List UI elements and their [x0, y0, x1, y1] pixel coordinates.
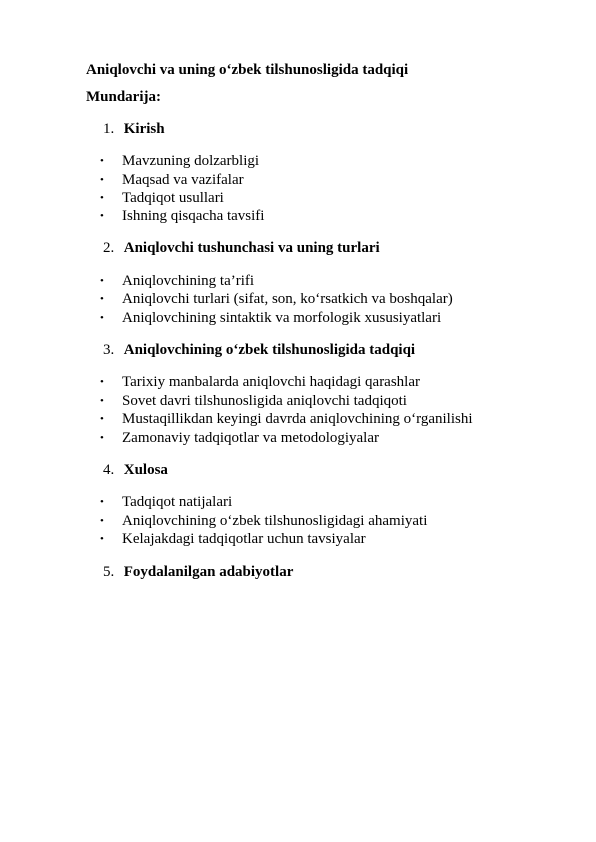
section-heading-2: [103, 239, 380, 257]
list-item-text: Mustaqillikdan keyingi davrda aniqlovchining o‘rganilishi: [122, 411, 473, 427]
section-number: 5.: [103, 564, 115, 580]
list-item-text: Tadqiqot usullari: [122, 190, 224, 206]
bullet-icon: •: [100, 515, 104, 527]
list-item: [100, 392, 407, 410]
section-title: Xulosa: [123, 462, 168, 478]
bullet-icon: •: [100, 275, 104, 287]
list-item-text: Kelajakdagi tadqiqotlar uchun tavsiyalar: [122, 531, 366, 547]
bullet-icon: •: [100, 210, 104, 222]
list-item: [100, 410, 473, 428]
list-item-text: Aniqlovchining ta’rifi: [122, 273, 255, 289]
list-item: [100, 512, 427, 530]
section-heading-4: [103, 461, 168, 479]
list-item: [100, 429, 379, 447]
bullet-icon: •: [100, 395, 104, 407]
bullet-icon: •: [100, 312, 104, 324]
section-number: 2.: [103, 240, 115, 256]
list-item-text: Tadqiqot natijalari: [122, 494, 233, 510]
list-item-text: Aniqlovchining o‘zbek tilshunosligidagi ahamiyati: [122, 513, 428, 529]
bullet-icon: •: [100, 155, 104, 167]
list-item-text: Zamonaviy tadqiqotlar va metodologiyalar: [122, 430, 380, 446]
bullet-icon: •: [100, 413, 104, 425]
list-item: [100, 272, 254, 290]
section-heading-3: [103, 341, 415, 359]
section-number: 1.: [103, 121, 115, 137]
list-item: [100, 207, 264, 225]
list-item: [100, 373, 420, 391]
list-item-text: Aniqlovchi turlari (sifat, son, ko‘rsatkich va boshqalar): [122, 291, 453, 307]
document-title: Aniqlovchi va uning o‘zbek tilshunosligida tadqiqi: [86, 62, 409, 78]
section-title: Kirish: [123, 121, 165, 137]
section-title: Foydalanilgan adabiyotlar: [123, 564, 294, 580]
bullet-icon: •: [100, 174, 104, 186]
list-item-text: Ishning qisqacha tavsifi: [122, 208, 265, 224]
section-number: 3.: [103, 342, 115, 358]
bullet-icon: •: [100, 192, 104, 204]
list-item: [100, 189, 224, 207]
section-heading-5: [103, 563, 293, 581]
list-item-text: Mavzuning dolzarbligi: [122, 153, 260, 169]
list-item-text: Sovet davri tilshunosligida aniqlovchi tadqiqoti: [122, 393, 407, 409]
section-heading-1: [103, 120, 165, 138]
list-item: [100, 171, 244, 189]
bullet-icon: •: [100, 432, 104, 444]
section-title: Aniqlovchining o‘zbek tilshunosligida tadqiqi: [123, 342, 416, 358]
bullet-icon: •: [100, 376, 104, 388]
list-item-text: Maqsad va vazifalar: [122, 172, 244, 188]
list-item: [100, 152, 259, 170]
list-item-text: Tarixiy manbalarda aniqlovchi haqidagi qarashlar: [122, 374, 421, 390]
section-number: 4.: [103, 462, 115, 478]
bullet-icon: •: [100, 293, 104, 305]
list-item: [100, 309, 441, 327]
contents-label: Mundarija:: [86, 89, 161, 105]
list-item: [100, 290, 453, 308]
list-item: [100, 530, 366, 548]
bullet-icon: •: [100, 496, 104, 508]
list-item-text: Aniqlovchining sintaktik va morfologik xususiyatlari: [122, 310, 442, 326]
list-item: [100, 493, 232, 511]
section-title: Aniqlovchi tushunchasi va uning turlari: [123, 240, 380, 256]
bullet-icon: •: [100, 533, 104, 545]
